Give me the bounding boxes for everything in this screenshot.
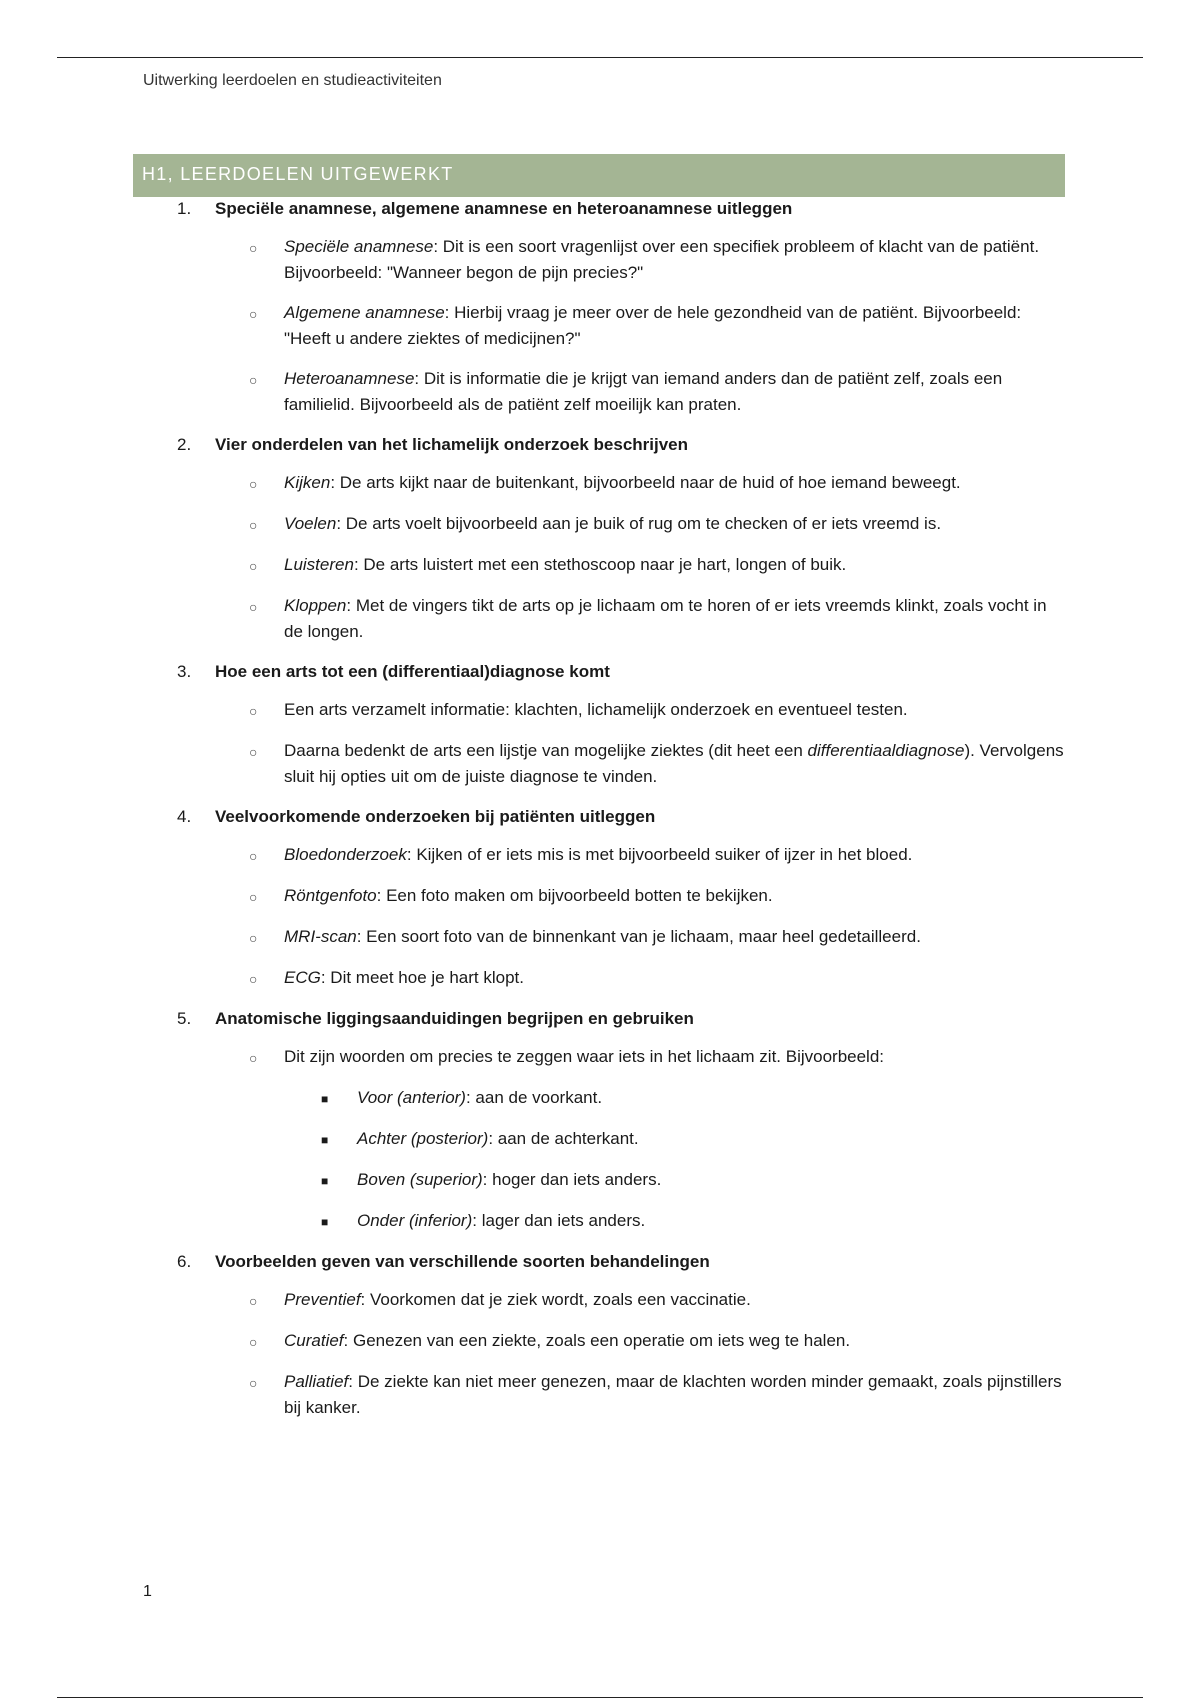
sub-item [249, 883, 1077, 910]
circle-bullet-icon: ○ [249, 744, 258, 760]
term: ECG [284, 968, 321, 987]
definition: : De ziekte kan niet meer genezen, maar de klachten worden minder gemaakt, zoals pijnstillers bij kanker. [284, 1372, 1062, 1417]
term: Speciële anamnese [284, 237, 434, 256]
circle-bullet-icon: ○ [249, 971, 258, 987]
sub-text: Dit zijn woorden om precies te zeggen waar iets in het lichaam zit. Bijvoorbeeld: [284, 1047, 885, 1066]
circle-bullet-icon: ○ [249, 372, 258, 388]
term: Bloedonderzoek [284, 845, 407, 864]
item-heading [177, 1249, 1077, 1275]
nested-item [321, 1208, 1077, 1235]
sub-item [249, 1287, 1077, 1314]
term: Kloppen [284, 596, 347, 615]
sub-item [249, 1369, 1077, 1421]
nested-item [321, 1126, 1077, 1153]
item-title: Vier onderdelen van het lichamelijk onderzoek beschrijven [215, 435, 689, 454]
definition: : De arts luistert met een stethoscoop naar je hart, longen of buik. [353, 555, 847, 574]
definition: : De arts voelt bijvoorbeeld aan je buik of rug om te checken of er iets vreemd is. [336, 514, 942, 533]
definition: : aan de achterkant. [488, 1129, 639, 1148]
definition: : lager dan iets anders. [472, 1211, 646, 1230]
item-number: 3. [177, 662, 192, 681]
item-title: Voorbeelden geven van verschillende soorten behandelingen [215, 1252, 710, 1271]
list-item [177, 1249, 1077, 1421]
sub-item [249, 552, 1077, 579]
circle-bullet-icon: ○ [249, 930, 258, 946]
term: Röntgenfoto [284, 886, 377, 905]
definition: : Dit is een soort vragenlijst over een specifiek probleem of klacht van de patiënt. Bijvoorbeeld: "Wanneer begon de pijn precies?" [284, 237, 1040, 282]
definition: : Kijken of er iets mis is met bijvoorbeeld suiker of ijzer in het bloed. [406, 845, 913, 864]
item-number: 4. [177, 807, 192, 826]
circle-bullet-icon: ○ [249, 848, 258, 864]
definition: : De arts kijkt naar de buitenkant, bijvoorbeeld naar de huid of hoe iemand beweegt. [330, 473, 961, 492]
item-number: 6. [177, 1252, 192, 1271]
term: Voor (anterior) [357, 1088, 466, 1107]
term: Algemene anamnese [284, 303, 445, 322]
circle-bullet-icon: ○ [249, 240, 258, 256]
term: Achter (posterior) [357, 1129, 489, 1148]
sub-item [249, 738, 1077, 790]
term: Palliatief [284, 1372, 349, 1391]
item-title: Speciële anamnese, algemene anamnese en heteroanamnese uitleggen [215, 199, 793, 218]
circle-bullet-icon: ○ [249, 1293, 258, 1309]
sub-item [249, 366, 1077, 418]
item-number: 1. [177, 199, 192, 218]
term: Luisteren [284, 555, 354, 574]
circle-bullet-icon: ○ [249, 599, 258, 615]
sub-item [249, 593, 1077, 645]
square-bullet-icon: ■ [321, 1174, 329, 1188]
sub-item [249, 470, 1077, 497]
definition: ). Vervolgens sluit hij opties uit om de juiste diagnose te vinden. [284, 741, 1064, 786]
sub-item [249, 965, 1077, 992]
sub-item [249, 300, 1077, 352]
page-number: 1 [143, 1583, 152, 1600]
item-title: Anatomische liggingsaanduidingen begrijpen en gebruiken [215, 1009, 694, 1028]
definition: : Dit is informatie die je krijgt van iemand anders dan de patiënt zelf, zoals een familielid. Bijvoorbeeld als de patiënt zelf moeilijk kan praten. [284, 369, 1003, 414]
square-bullet-icon: ■ [321, 1092, 329, 1106]
nested-item [321, 1167, 1077, 1194]
sub-item [249, 697, 1077, 724]
item-number: 2. [177, 435, 192, 454]
square-bullet-icon: ■ [321, 1133, 329, 1147]
definition: : Genezen van een ziekte, zoals een operatie om iets weg te halen. [343, 1331, 851, 1350]
circle-bullet-icon: ○ [249, 476, 258, 492]
circle-bullet-icon: ○ [249, 306, 258, 322]
definition: : aan de voorkant. [465, 1088, 603, 1107]
term: differentiaaldiagnose [807, 741, 965, 760]
term: Onder (inferior) [357, 1211, 473, 1230]
running-header: Uitwerking leerdoelen en studieactiviteiten [143, 72, 442, 89]
circle-bullet-icon: ○ [249, 1334, 258, 1350]
term: Curatief [284, 1331, 344, 1350]
section-heading-bar [133, 154, 1065, 197]
list-item [177, 659, 1077, 790]
circle-bullet-icon: ○ [249, 1050, 258, 1066]
list-item [177, 1006, 1077, 1235]
definition: : Hierbij vraag je meer over de hele gezondheid van de patiënt. Bijvoorbeeld: "Heeft u andere ziektes of medicijnen?" [284, 303, 1022, 348]
list-item [177, 432, 1077, 645]
item-heading [177, 804, 1077, 830]
sub-item [249, 1044, 1077, 1071]
item-title: Hoe een arts tot een (differentiaal)diagnose komt [215, 662, 610, 681]
sub-item [249, 511, 1077, 538]
circle-bullet-icon: ○ [249, 703, 258, 719]
footer-rule [57, 1697, 1143, 1698]
item-heading [177, 1006, 1077, 1032]
square-bullet-icon: ■ [321, 1215, 329, 1229]
nested-item [321, 1085, 1077, 1112]
item-heading [177, 432, 1077, 458]
circle-bullet-icon: ○ [249, 517, 258, 533]
circle-bullet-icon: ○ [249, 558, 258, 574]
item-heading [177, 196, 1077, 222]
definition: : Met de vingers tikt de arts op je lichaam om te horen of er iets vreemds klinkt, zoals vocht in de longen. [284, 596, 1047, 641]
term: Boven (superior) [357, 1170, 483, 1189]
item-heading [177, 659, 1077, 685]
header-rule [57, 57, 1143, 58]
circle-bullet-icon: ○ [249, 1375, 258, 1391]
term: MRI-scan [284, 927, 357, 946]
term: Preventief [284, 1290, 361, 1309]
sub-item [249, 1328, 1077, 1355]
learning-goals-list [177, 196, 1077, 1435]
definition: : Een soort foto van de binnenkant van je lichaam, maar heel gedetailleerd. [356, 927, 921, 946]
definition: : Een foto maken om bijvoorbeeld botten te bekijken. [376, 886, 773, 905]
sub-text-lead: Daarna bedenkt de arts een lijstje van mogelijke ziektes (dit heet een [284, 741, 808, 760]
section-title: H1, LEERDOELEN UITGEWERKT [142, 164, 454, 184]
sub-text: Een arts verzamelt informatie: klachten, lichamelijk onderzoek en eventueel testen. [284, 700, 908, 719]
sub-item [249, 234, 1077, 286]
definition: : hoger dan iets anders. [482, 1170, 662, 1189]
list-item [177, 196, 1077, 418]
sub-item [249, 924, 1077, 951]
circle-bullet-icon: ○ [249, 889, 258, 905]
list-item [177, 804, 1077, 992]
definition: : Dit meet hoe je hart klopt. [320, 968, 524, 987]
term: Voelen [284, 514, 337, 533]
item-number: 5. [177, 1009, 192, 1028]
term: Kijken [284, 473, 331, 492]
item-title: Veelvoorkomende onderzoeken bij patiënten uitleggen [215, 807, 656, 826]
definition: : Voorkomen dat je ziek wordt, zoals een vaccinatie. [360, 1290, 751, 1309]
sub-item [249, 842, 1077, 869]
term: Heteroanamnese [284, 369, 415, 388]
